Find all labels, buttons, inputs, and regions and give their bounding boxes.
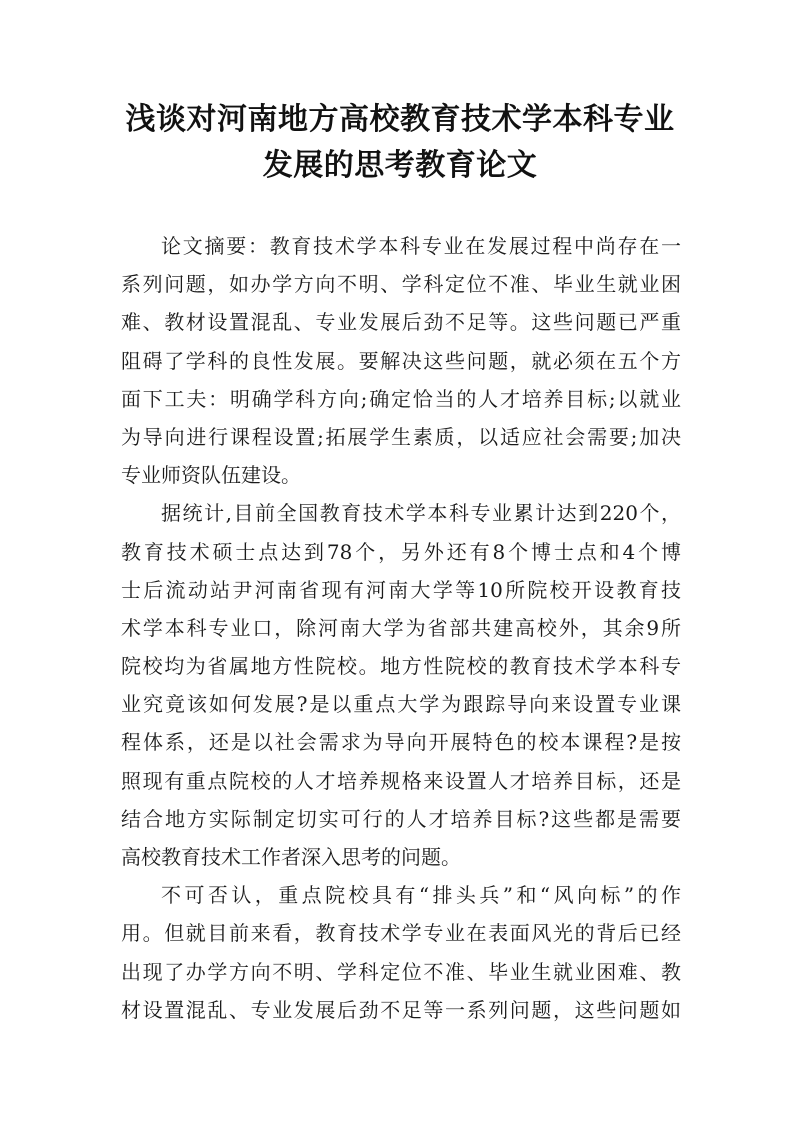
paragraph-line: 程体系，还是以社会需求为导向开展特色的校本课程?是按 [121, 730, 681, 755]
paragraph-line: 据统计,目前全国教育技术学本科专业累计达到220个， [161, 501, 681, 526]
paragraph-line: 为导向进行课程设置;拓展学生素质，以适应社会需要;加决 [121, 424, 681, 449]
document-title-line-1: 浅谈对河南地方高校教育技术学本科专业 [125, 102, 675, 137]
paragraph-line: 术学本科专业口，除河南大学为省部共建高校外，其余9所 [121, 615, 681, 640]
paragraph-abstract [121, 227, 681, 494]
paragraph-line: 阻碍了学科的良性发展。要解决这些问题，就必须在五个方 [121, 348, 681, 373]
paragraph-line: 用。但就目前来看，教育技术学专业在表面风光的背后已经 [121, 921, 681, 946]
paragraph-line: 难、教材设置混乱、专业发展后劲不足等。这些问题已严重 [121, 310, 681, 335]
paragraph-line: 院校均为省属地方性院校。地方性院校的教育技术学本科专 [121, 654, 681, 679]
paragraph-line: 不可否认，重点院校具有“排头兵”和“风向标”的作 [161, 883, 681, 908]
paragraph-line: 专业师资队伍建设。 [121, 463, 301, 488]
paragraph-line: 论文摘要：教育技术学本科专业在发展过程中尚存在一 [161, 234, 681, 258]
paragraph-line: 士后流动站尹河南省现有河南大学等10所院校开设教育技 [121, 577, 681, 602]
paragraph-line: 高校教育技术工作者深入思考的问题。 [121, 845, 461, 869]
paragraph-line: 面下工夫：明确学科方向;确定恰当的人才培养目标;以就业 [121, 386, 681, 411]
paragraph-line: 材设置混乱、专业发展后劲不足等一系列问题，这些问题如 [121, 997, 681, 1022]
paragraph-line: 照现有重点院校的人才培养规格来设置人才培养目标，还是 [121, 768, 681, 793]
paragraph-line: 教育技术硕士点达到78个，另外还有8个博士点和4个博 [121, 539, 681, 564]
paragraph-line: 结合地方实际制定切实可行的人才培养目标?这些都是需要 [121, 806, 681, 831]
paragraph-line: 系列问题，如办学方向不明、学科定位不准、毕业生就业困 [121, 272, 681, 297]
document-title-line-2: 发展的思考教育论文 [262, 148, 538, 183]
paragraph-statistics [121, 494, 681, 876]
paragraph-line: 出现了办学方向不明、学科定位不准、毕业生就业困难、教 [121, 959, 681, 984]
document-body [121, 227, 681, 1029]
paragraph-line: 业究竟该如何发展?是以重点大学为跟踪导向来设置专业课 [121, 692, 681, 717]
paragraph-problems [121, 876, 681, 1029]
